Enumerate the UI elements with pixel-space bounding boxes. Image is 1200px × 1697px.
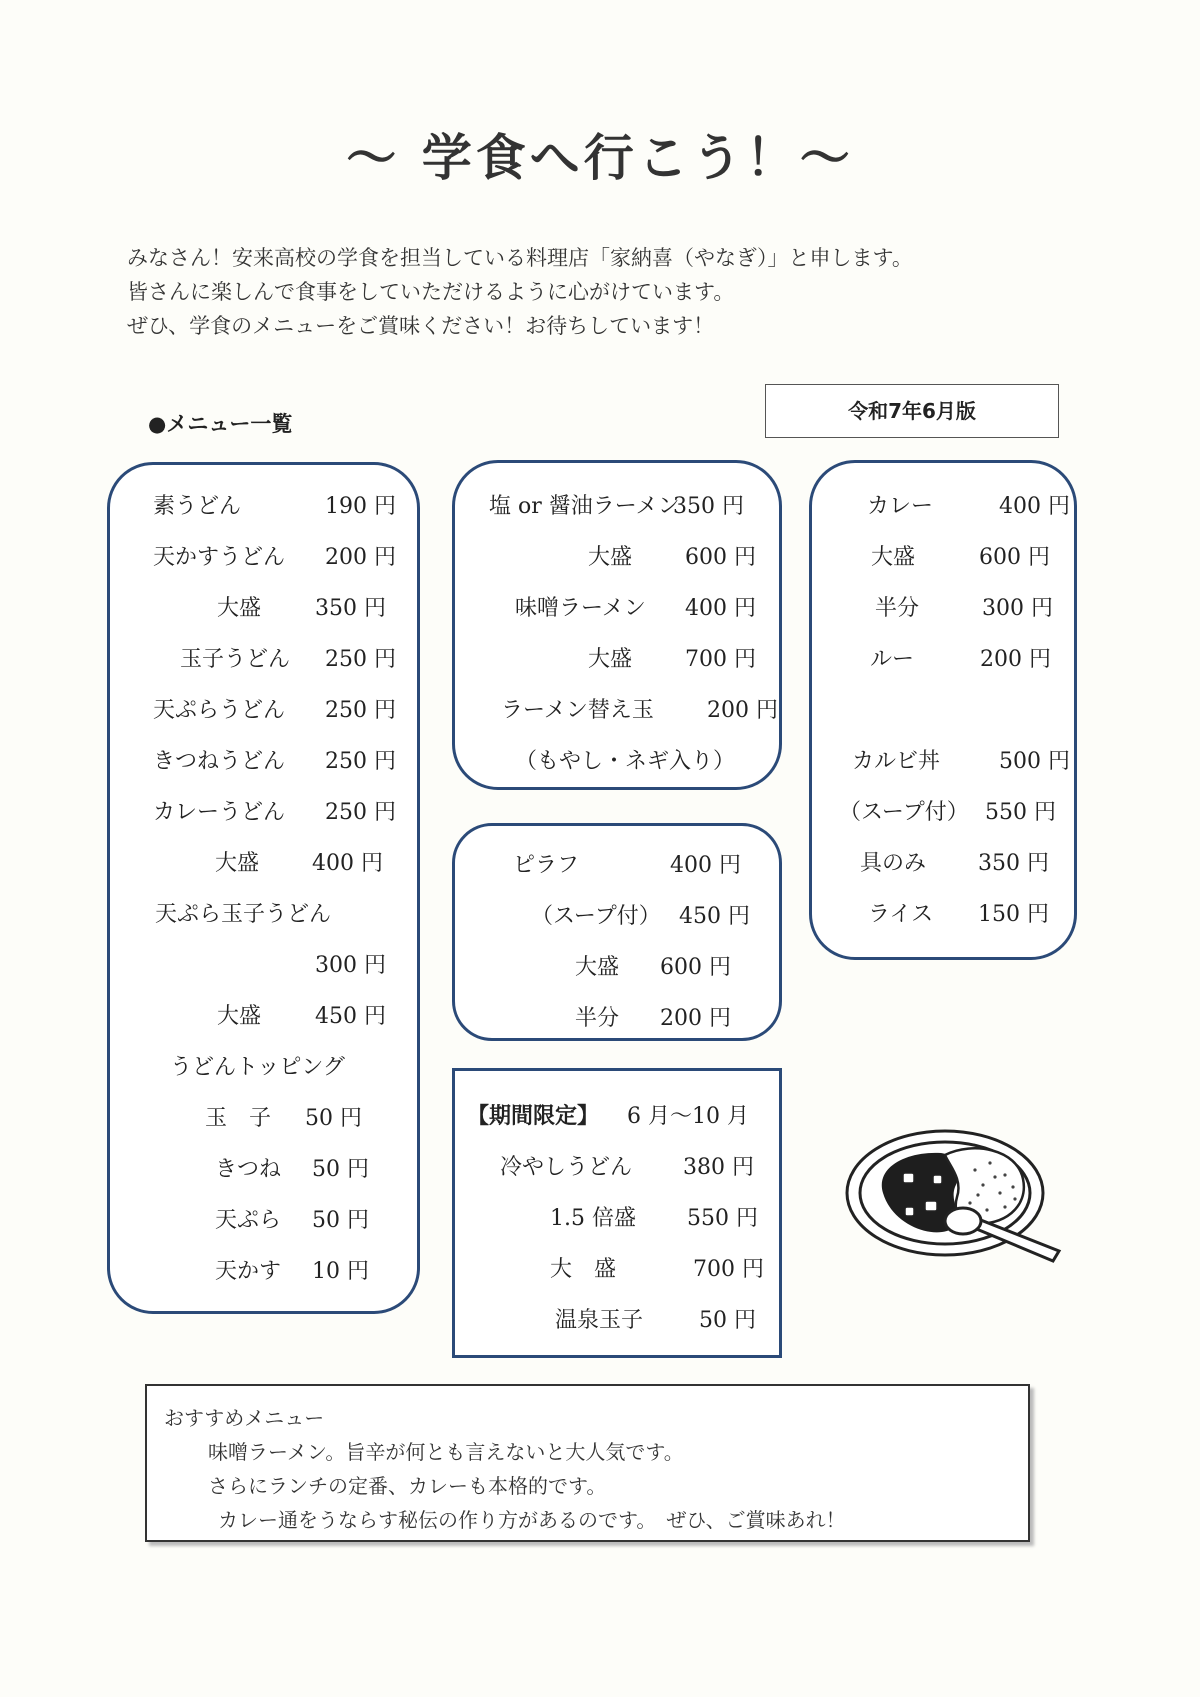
menu-item-price: 500 円 [999, 749, 1070, 774]
intro-line-2: 皆さんに楽しんで食事をしていただけるように心がけています。 [127, 280, 735, 304]
menu-item-price: 600 円 [979, 545, 1050, 570]
menu-item-name: きつねうどん [153, 749, 286, 774]
menu-item-name: （スープ付） [531, 904, 661, 929]
menu-item-price: 700 円 [685, 647, 756, 672]
menu-item-name: 大盛 [871, 545, 916, 570]
menu-item-price: 400 円 [999, 494, 1070, 519]
menu-heading: ●メニュー一覧 [148, 412, 293, 436]
menu-item-price: 600 円 [660, 955, 731, 980]
menu-item-name: カレー [867, 494, 934, 519]
menu-item-price: 150 円 [978, 902, 1049, 927]
menu-item-name: 半分 [875, 596, 920, 621]
menu-item-name: ラーメン替え玉 [501, 698, 654, 723]
topping-heading: うどんトッピング [170, 1055, 345, 1080]
menu-item-name: きつね [215, 1157, 282, 1182]
menu-item-price: 10 円 [312, 1259, 369, 1284]
menu-item-name: 天ぷら玉子うどん [155, 902, 332, 927]
menu-item-price: 50 円 [312, 1157, 369, 1182]
menu-item-name: 大盛 [575, 955, 620, 980]
menu-item-name: ピラフ [513, 853, 580, 878]
menu-item-price: 250 円 [325, 698, 396, 723]
menu-item-price: 550 円 [985, 800, 1056, 825]
intro-line-1: みなさん！安来高校の学食を担当している料理店「家納喜（やなぎ）」と申します。 [127, 246, 913, 270]
menu-item-price: 250 円 [325, 749, 396, 774]
menu-item-name: 大盛 [217, 1004, 262, 1029]
recommend-line-2: さらにランチの定番、カレーも本格的です。 [208, 1474, 607, 1498]
menu-item-note: （もやし・ネギ入り） [515, 749, 736, 774]
menu-item-price: 300 円 [315, 953, 386, 978]
menu-item-price: 600 円 [685, 545, 756, 570]
menu-item-price: 380 円 [683, 1155, 754, 1180]
menu-item-name: 天かす [215, 1259, 282, 1284]
menu-item-price: 400 円 [685, 596, 756, 621]
menu-item-price: 200 円 [707, 698, 778, 723]
menu-item-name: 大盛 [215, 851, 260, 876]
menu-item-price: 350 円 [978, 851, 1049, 876]
intro-line-3: ぜひ、学食のメニューをご賞味ください！お待ちしています！ [127, 314, 715, 338]
menu-item-name: 天ぷらうどん [153, 698, 286, 723]
edition-label: 令和7年6月版 [765, 384, 1059, 438]
menu-item-name: 大盛 [588, 545, 633, 570]
menu-item-price: 700 円 [693, 1257, 764, 1282]
recommend-line-3: カレー通をうならす秘伝の作り方があるのです。 ぜひ、ご賞味あれ！ [218, 1508, 846, 1532]
menu-item-name: （スープ付） [839, 800, 969, 825]
curry-menu-box [809, 460, 1077, 960]
menu-item-price: 400 円 [312, 851, 383, 876]
menu-item-name: 冷やしうどん [500, 1155, 633, 1180]
curry-rice-plate-icon [845, 1115, 1070, 1274]
limited-period: 6 月～10 月 [627, 1104, 749, 1129]
menu-item-price: 450 円 [679, 904, 750, 929]
menu-item-price: 550 円 [687, 1206, 758, 1231]
menu-item-price: 450 円 [315, 1004, 386, 1029]
limited-label: 【期間限定】 [467, 1103, 600, 1129]
udon-menu-box [107, 462, 420, 1314]
menu-item-name: 玉 子 [205, 1106, 272, 1131]
menu-item-price: 350 円 [673, 494, 744, 519]
menu-item-name: カレーうどん [153, 800, 286, 825]
menu-item-name: 半分 [575, 1006, 620, 1031]
menu-item-name: 天かすうどん [153, 545, 286, 570]
ramen-menu-box [452, 460, 782, 790]
recommend-box [145, 1384, 1030, 1542]
menu-item-price: 50 円 [699, 1308, 756, 1333]
menu-item-price: 50 円 [312, 1208, 369, 1233]
menu-item-price: 200 円 [980, 647, 1051, 672]
pilaf-menu-box [452, 823, 782, 1041]
menu-item-name: 具のみ [860, 851, 927, 876]
menu-item-name: 大 盛 [550, 1257, 617, 1282]
menu-item-name: 素うどん [153, 494, 242, 519]
menu-item-price: 350 円 [315, 596, 386, 621]
limited-menu-box [452, 1068, 782, 1358]
menu-item-name: カルビ丼 [852, 749, 941, 774]
menu-item-price: 50 円 [305, 1106, 362, 1131]
menu-item-name: 塩 or 醤油ラーメン [489, 494, 680, 519]
menu-item-name: 1.5 倍盛 [550, 1206, 636, 1231]
menu-item-name: 大盛 [217, 596, 262, 621]
menu-item-price: 400 円 [670, 853, 741, 878]
menu-item-price: 200 円 [660, 1006, 731, 1031]
menu-item-name: ルー [870, 647, 915, 672]
menu-item-price: 250 円 [325, 647, 396, 672]
menu-item-name: ライス [868, 902, 934, 927]
menu-item-name: 味噌ラーメン [515, 596, 646, 621]
menu-item-name: 天ぷら [215, 1208, 282, 1233]
menu-item-name: 温泉玉子 [555, 1308, 644, 1333]
menu-item-name: 玉子うどん [180, 647, 291, 672]
menu-item-name: 大盛 [588, 647, 633, 672]
menu-item-price: 300 円 [982, 596, 1053, 621]
menu-item-price: 200 円 [325, 545, 396, 570]
recommend-heading: おすすめメニュー [164, 1406, 325, 1430]
page-title: ～ 学食へ行こう！～ [346, 129, 854, 187]
menu-item-price: 190 円 [325, 494, 396, 519]
menu-item-price: 250 円 [325, 800, 396, 825]
recommend-line-1: 味噌ラーメン。旨辛が何とも言えないと大人気です。 [208, 1440, 684, 1464]
